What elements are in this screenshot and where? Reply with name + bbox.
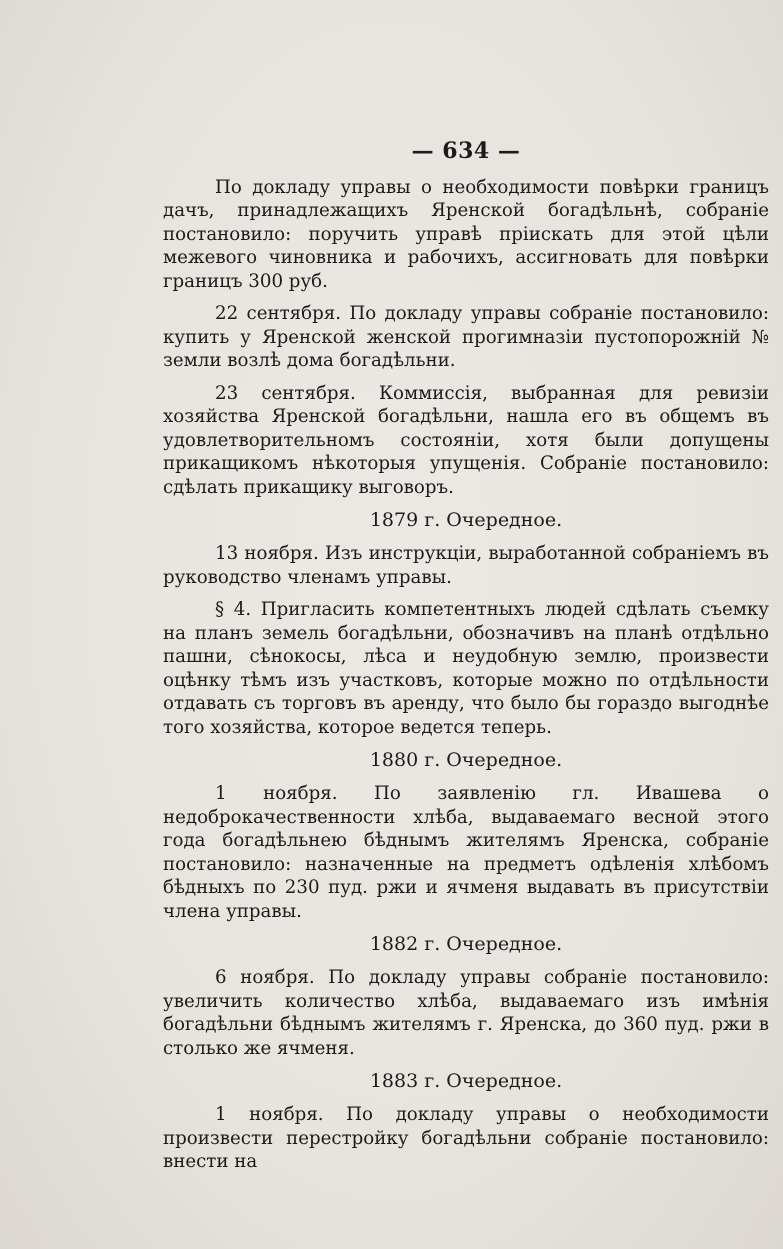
paragraph: 13 ноября. Изъ инструкціи, выработанной собраніемъ въ руководство членамъ управы. [163,543,769,588]
paragraph: § 4. Пригласить компетентныхъ людей сдѣлать съемку на планъ земель богадѣльни, обозначивъ на планѣ отдѣльно пашни, сѣнокосы, лѣса и неудобную землю, произвести оцѣнку тѣмъ изъ участковъ, которые можно по отдѣльности отдавать съ торговъ въ аренду, что было бы гораздо выгоднѣе того хозяйства, которое ведется теперь. [163,599,769,738]
paragraph: 1 ноября. По заявленію гл. Ивашева о недоброкачественности хлѣба, выдаваемаго весной этого года богадѣльнею бѣднымъ жителямъ Яренска, собраніе постановило: назначенные на предметъ одѣленія хлѣбомъ бѣдныхъ по 230 пуд. ржи и ячменя выдавать въ присутствіи члена управы. [163,783,769,922]
page-number: — 634 — [411,138,521,164]
paragraph: 22 сентября. По докладу управы собраніе постановило: купить у Яренской женской прогимназіи пустопорожній № земли возлѣ дома богадѣльни. [163,303,769,371]
section-heading-1880: 1880 г. Очередное. [369,749,563,771]
section-heading-1879: 1879 г. Очередное. [369,509,563,531]
section-heading-1883: 1883 г. Очередное. [369,1070,563,1092]
paragraph: По докладу управы о необходимости повѣрки границъ дачъ, принадлежащихъ Яренской богадѣльнѣ, собраніе постановило: поручить управѣ пріискать для этой цѣли межевого чиновника и рабочихъ, ассигновать для повѣрки границъ 300 руб. [163,176,769,292]
paragraph: 6 ноября. По докладу управы собраніе постановило: увеличить количество хлѣба, выдаваемаго изъ имѣнія богадѣльни бѣднымъ жителямъ г. Яренска, до 360 пуд. ржи в столько же ячменя. [163,967,769,1059]
page-text [163,140,769,1183]
paragraph: 1 ноября. По докладу управы о необходимости произвести перестройку богадѣльни собраніе постановило: внести на [163,1104,769,1172]
paragraph: 23 сентября. Коммиссія, выбранная для ревизіи хозяйства Яренской богадѣльни, нашла его въ общемъ въ удовлетворительномъ состояніи, хотя были допущены прикащикомъ нѣкоторыя упущенія. Собраніе постановило: сдѣлать прикащику выговоръ. [163,382,769,498]
section-heading-1882: 1882 г. Очередное. [369,933,563,955]
